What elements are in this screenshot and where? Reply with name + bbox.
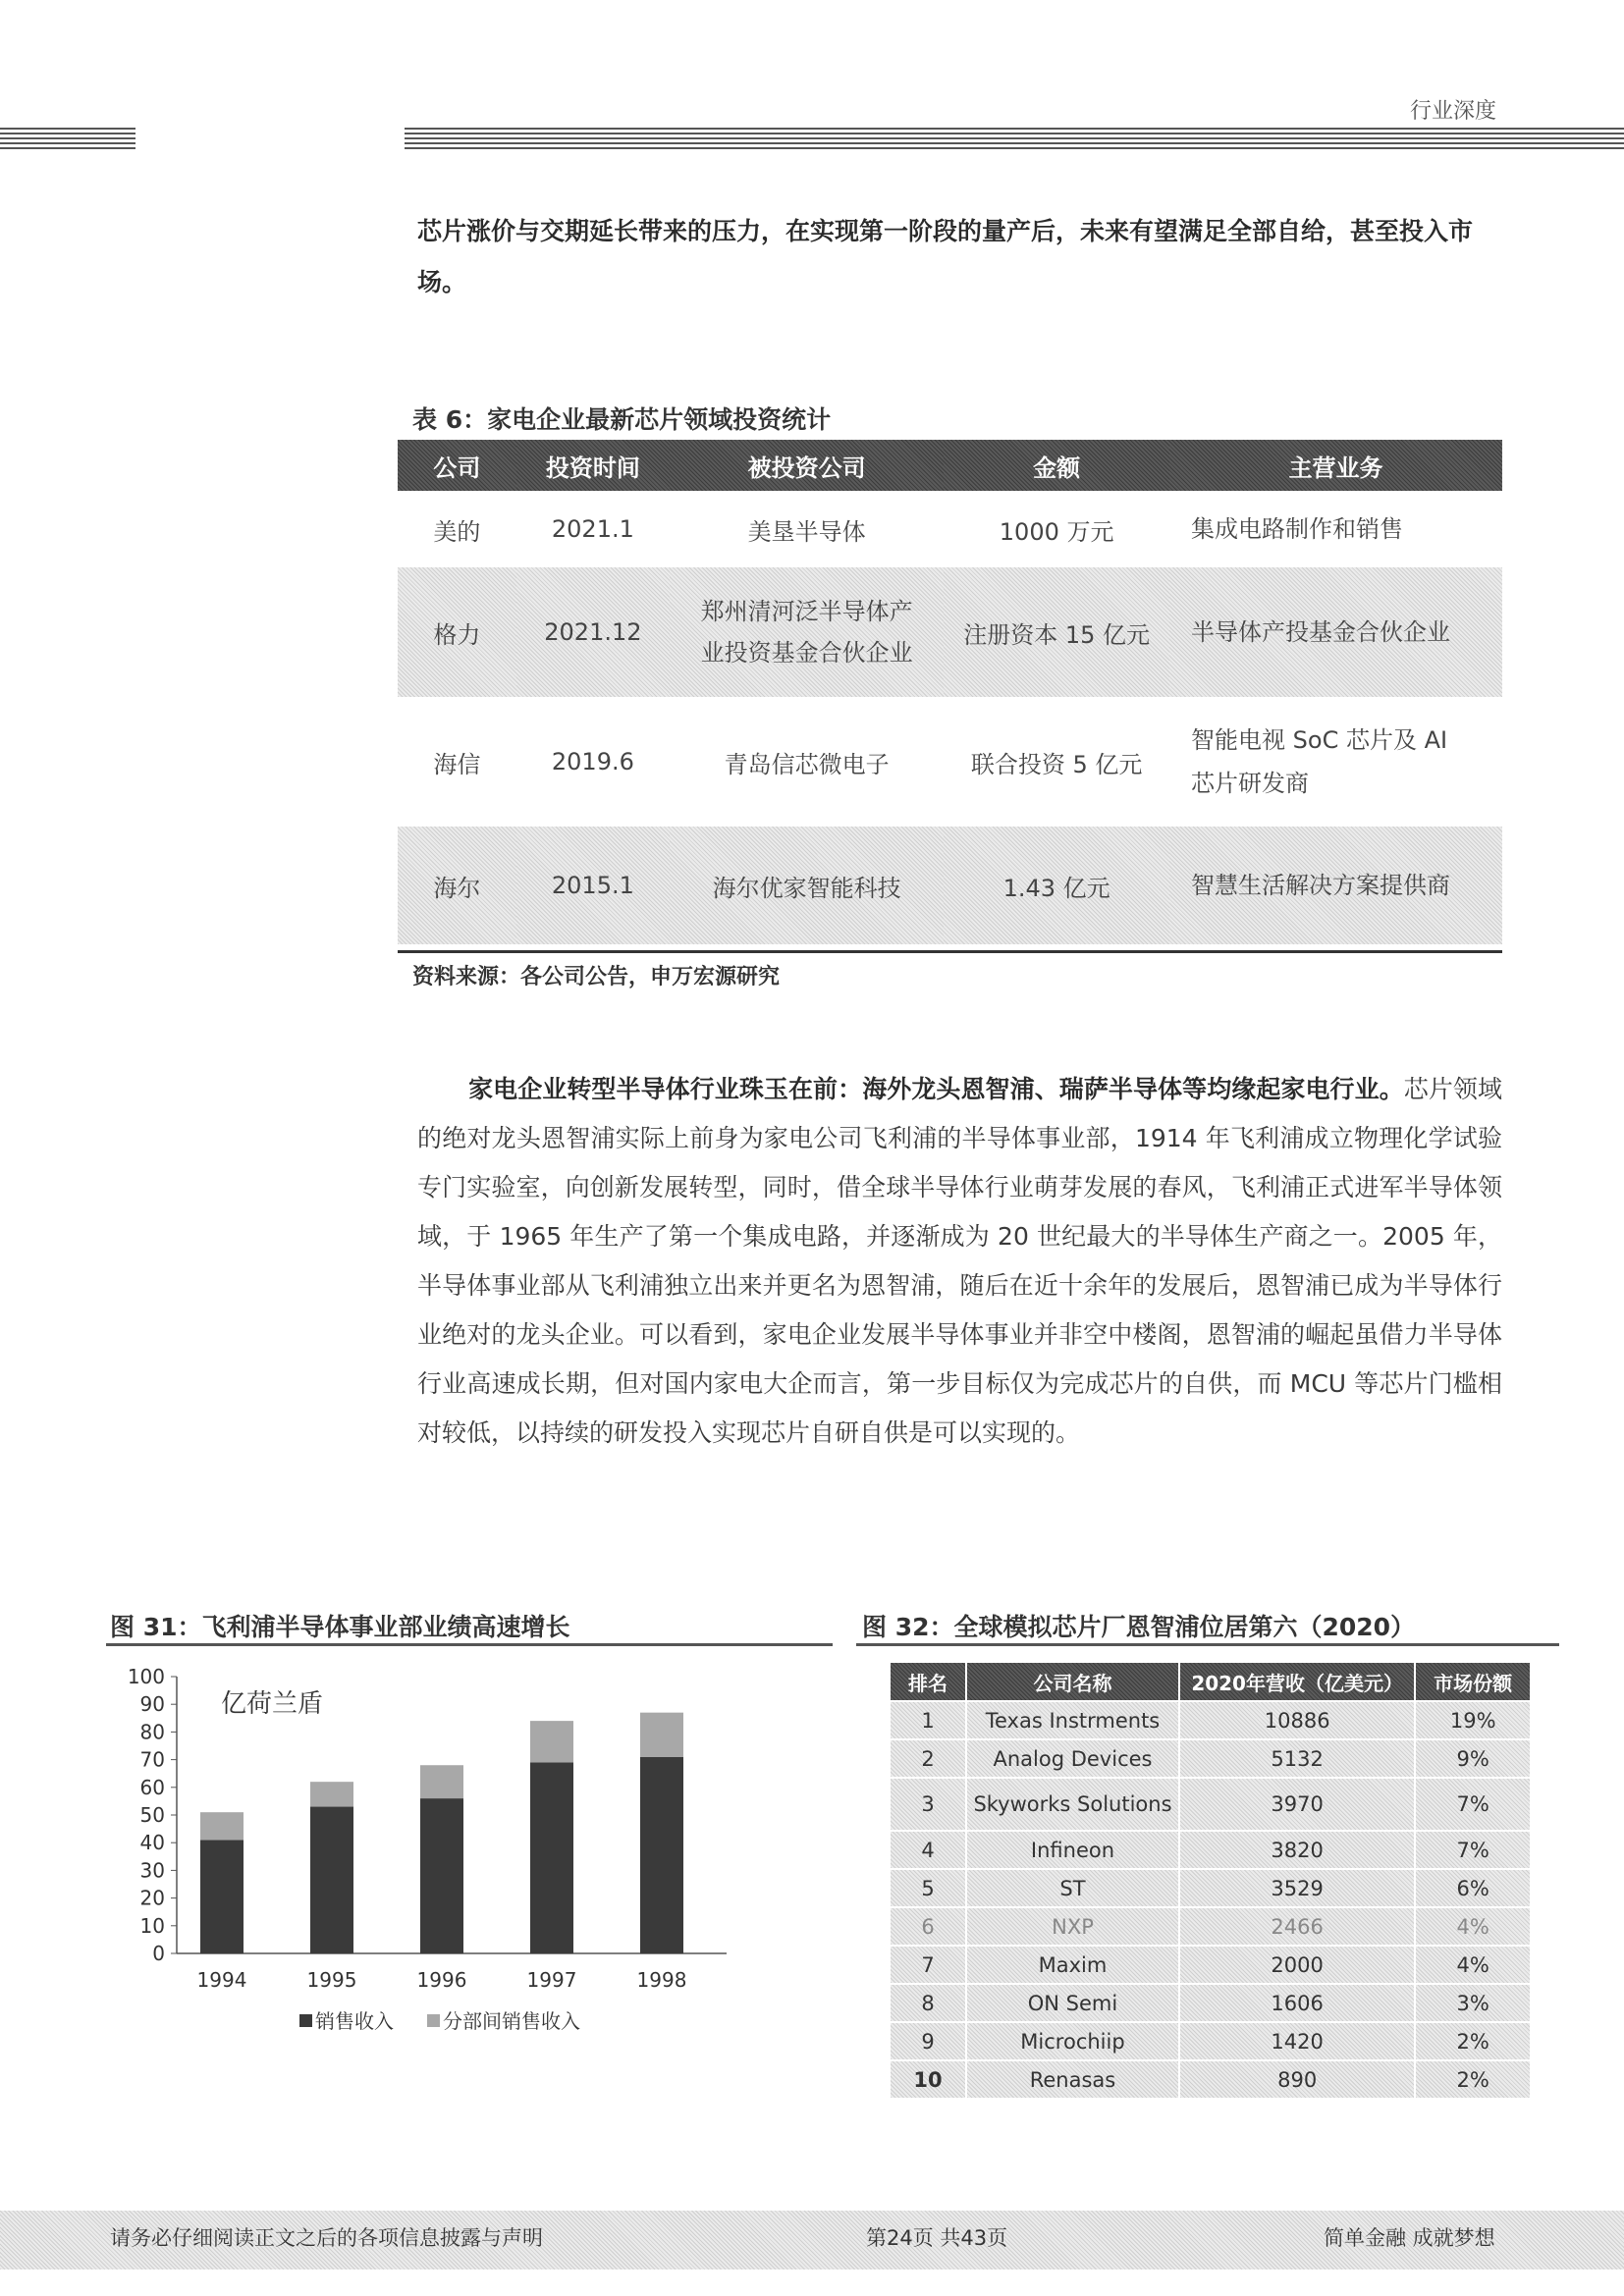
ranking-row — [891, 1908, 1530, 1945]
bar-segment-inter-segment — [420, 1765, 463, 1798]
cell-business: 智能电视 SoC 芯片及 AI 芯片研发商 — [1191, 726, 1448, 797]
body-lead: 家电企业转型半导体行业珠玉在前：海外龙头恩智浦、瑞萨半导体等均缘起家电行业。 — [468, 1075, 1404, 1103]
cell-share: 4% — [1416, 1908, 1530, 1945]
cell-share: 6% — [1416, 1870, 1530, 1906]
cell-business: 集成电路制作和销售 — [1191, 515, 1404, 543]
cell-share: 7% — [1416, 1779, 1530, 1830]
cell-rank: 2 — [891, 1740, 965, 1777]
col-header-rank: 排名 — [891, 1663, 965, 1700]
cell-revenue: 10886 — [1180, 1702, 1414, 1738]
header-rule-right — [405, 126, 1624, 149]
ranking-header-row — [891, 1663, 1530, 1700]
cell-company-name: Microchiip — [967, 2023, 1178, 2059]
header-section-tag: 行业深度 — [1409, 99, 1496, 124]
x-tick-label: 1995 — [306, 1968, 357, 1992]
footer-slogan: 简单金融 成就梦想 — [1324, 2226, 1495, 2250]
cell-revenue: 2000 — [1180, 1947, 1414, 1983]
bar-segment-inter-segment — [530, 1721, 573, 1762]
bar-segment-inter-segment — [200, 1812, 244, 1840]
y-tick-label: 20 — [139, 1886, 165, 1910]
cell-amount: 联合投资 5 亿元 — [970, 750, 1143, 778]
cell-company-name: Texas Instrments — [967, 1702, 1178, 1738]
y-tick-label: 60 — [139, 1775, 165, 1799]
cell-revenue: 3529 — [1180, 1870, 1414, 1906]
bar-segment-sales — [530, 1762, 573, 1953]
cell-rank: 8 — [891, 1985, 965, 2021]
fig32-title: 图 32：全球模拟芯片厂恩智浦位居第六（2020） — [862, 1613, 1416, 1641]
fig31-title: 图 31：飞利浦半导体事业部业绩高速增长 — [110, 1613, 570, 1641]
cell-revenue: 3820 — [1180, 1832, 1414, 1868]
cell-date: 2021.12 — [544, 618, 642, 646]
cell-date: 2019.6 — [551, 748, 634, 775]
ranking-row — [891, 1985, 1530, 2021]
fig31-title-rule — [106, 1643, 833, 1646]
y-tick-label: 10 — [139, 1913, 165, 1938]
bar-segment-inter-segment — [640, 1713, 683, 1757]
table6-title: 表 6：家电企业最新芯片领域投资统计 — [412, 405, 832, 434]
y-tick-label: 70 — [139, 1747, 165, 1772]
cell-company-name: Infineon — [967, 1832, 1178, 1868]
table-row — [398, 697, 1502, 827]
cell-revenue: 3970 — [1180, 1779, 1414, 1830]
col-header-share: 市场份额 — [1416, 1663, 1530, 1700]
bar-segment-sales — [420, 1798, 463, 1953]
ranking-row — [891, 2023, 1530, 2059]
cell-company: 海信 — [433, 750, 481, 778]
bar-segment-sales — [310, 1807, 353, 1953]
ranking-row — [891, 1702, 1530, 1738]
y-tick-label: 100 — [127, 1665, 165, 1688]
ranking-row — [891, 1870, 1530, 1906]
cell-rank: 5 — [891, 1870, 965, 1906]
cell-amount: 1000 万元 — [999, 517, 1114, 546]
cell-rank: 6 — [891, 1908, 965, 1945]
cell-investee: 海尔优家智能科技 — [712, 874, 901, 902]
cell-rank: 10 — [891, 2061, 965, 2098]
cell-rank: 4 — [891, 1832, 965, 1868]
cell-share: 9% — [1416, 1740, 1530, 1777]
col-header-business: 主营业务 — [1288, 454, 1383, 482]
footer-disclaimer: 请务必仔细阅读正文之后的各项信息披露与声明 — [110, 2226, 543, 2250]
legend-swatch — [299, 2014, 312, 2027]
cell-company-name: Skyworks Solutions — [967, 1779, 1178, 1830]
col-header-amount: 金额 — [1033, 454, 1081, 482]
cell-investee: 美垦半导体 — [747, 517, 866, 546]
cell-revenue: 890 — [1180, 2061, 1414, 2098]
cell-company: 海尔 — [433, 874, 481, 902]
table-row — [398, 827, 1502, 944]
col-header-investee: 被投资公司 — [747, 454, 866, 482]
intro-paragraph: 芯片涨价与交期延长带来的压力，在实现第一阶段的量产后，未来有望满足全部自给，甚至投入市场。 — [417, 217, 1474, 296]
cell-date: 2021.1 — [551, 515, 634, 543]
fig32-title-rule — [856, 1643, 1559, 1646]
legend-label: 销售收入 — [315, 2009, 394, 2033]
bar-segment-inter-segment — [310, 1782, 353, 1806]
header-rule-left — [0, 126, 135, 149]
cell-share: 2% — [1416, 2023, 1530, 2059]
y-tick-label: 40 — [139, 1831, 165, 1855]
cell-date: 2015.1 — [551, 872, 634, 899]
investment-table — [398, 440, 1502, 944]
ranking-row — [891, 1832, 1530, 1868]
cell-rank: 1 — [891, 1702, 965, 1738]
ranking-row — [891, 2061, 1530, 2098]
cell-revenue: 2466 — [1180, 1908, 1414, 1945]
y-tick-label: 90 — [139, 1692, 165, 1717]
legend-swatch — [427, 2014, 440, 2027]
cell-business: 半导体产投基金合伙企业 — [1191, 618, 1451, 646]
cell-amount: 1.43 亿元 — [1002, 874, 1110, 902]
cell-amount: 注册资本 15 亿元 — [963, 620, 1151, 649]
y-tick-label: 50 — [139, 1803, 165, 1827]
ranking-row — [891, 1740, 1530, 1777]
cell-rank: 3 — [891, 1779, 965, 1830]
bar-segment-sales — [200, 1840, 244, 1953]
body-text: 芯片领域的绝对龙头恩智浦实际上前身为家电公司飞利浦的半导体事业部，1914 年飞利浦成立物理化学试验专门实验室，向创新发展转型，同时，借全球半导体行业萌芽发展的春风，飞利浦正式进军半导体领域，于 1965 年生产了第一个集成电路，并逐渐成为 20 世纪最大的半导体生产商之一。2005 年，半导体事业部从飞利浦独立出来并更名为恩智浦，随后在近十余年的发展后，恩智浦已成为半导体行业绝对的龙头企业。可以看到，家电企业发展半导体事业并非空中楼阁，恩智浦的崛起虽借力半导体行业高速成长期，但对国内家电大企而言，第一步目标仅为完成芯片的自供，而 MCU 等芯片门槛相对较低，以持续的研发投入实现芯片自研自供是可以实现的。 — [417, 1075, 1502, 1447]
cell-rank: 9 — [891, 2023, 965, 2059]
cell-rank: 7 — [891, 1947, 965, 1983]
cell-business: 智慧生活解决方案提供商 — [1191, 872, 1451, 899]
cell-company-name: ON Semi — [967, 1985, 1178, 2021]
cell-share: 2% — [1416, 2061, 1530, 2098]
cell-share: 3% — [1416, 1985, 1530, 2021]
stacked-bar-chart — [108, 1657, 736, 2050]
x-tick-label: 1997 — [526, 1968, 577, 1992]
y-tick-label: 30 — [139, 1858, 165, 1883]
cell-investee: 郑州清河泛半导体产业投资基金合伙企业 — [700, 598, 913, 667]
y-tick-label: 80 — [139, 1720, 165, 1744]
analog-ranking-table — [889, 1661, 1532, 2100]
col-header-company: 公司 — [433, 454, 481, 482]
cell-company-name: Maxim — [967, 1947, 1178, 1983]
y-axis-unit-label: 亿荷兰盾 — [221, 1689, 324, 1719]
cell-share: 19% — [1416, 1702, 1530, 1738]
legend-label: 分部间销售收入 — [443, 2009, 580, 2033]
bar-segment-sales — [640, 1757, 683, 1953]
cell-company: 美的 — [433, 517, 481, 546]
col-header-revenue: 2020年营收（亿美元） — [1180, 1663, 1414, 1700]
cell-revenue: 5132 — [1180, 1740, 1414, 1777]
y-tick-label: 0 — [152, 1942, 165, 1965]
footer-page-number: 第24页 共43页 — [866, 2226, 1008, 2250]
cell-revenue: 1420 — [1180, 2023, 1414, 2059]
cell-share: 4% — [1416, 1947, 1530, 1983]
cell-company: 格力 — [433, 620, 481, 649]
table-row — [398, 491, 1502, 567]
cell-company-name: Renasas — [967, 2061, 1178, 2098]
cell-company-name: NXP — [967, 1908, 1178, 1945]
x-tick-label: 1996 — [416, 1968, 467, 1992]
cell-company-name: ST — [967, 1870, 1178, 1906]
cell-share: 7% — [1416, 1832, 1530, 1868]
cell-investee: 青岛信芯微电子 — [724, 750, 890, 778]
x-tick-label: 1998 — [636, 1968, 687, 1992]
cell-company-name: Analog Devices — [967, 1740, 1178, 1777]
col-header-company-name: 公司名称 — [967, 1663, 1178, 1700]
table-header-row — [398, 440, 1502, 491]
col-header-date: 投资时间 — [545, 454, 640, 482]
cell-revenue: 1606 — [1180, 1985, 1414, 2021]
table-bottom-rule — [398, 950, 1502, 953]
ranking-row — [891, 1779, 1530, 1830]
table6-source: 资料来源：各公司公告，申万宏源研究 — [412, 965, 781, 989]
table-row — [398, 567, 1502, 697]
ranking-row — [891, 1947, 1530, 1983]
x-tick-label: 1994 — [196, 1968, 247, 1992]
body-paragraph — [417, 1065, 1502, 1458]
